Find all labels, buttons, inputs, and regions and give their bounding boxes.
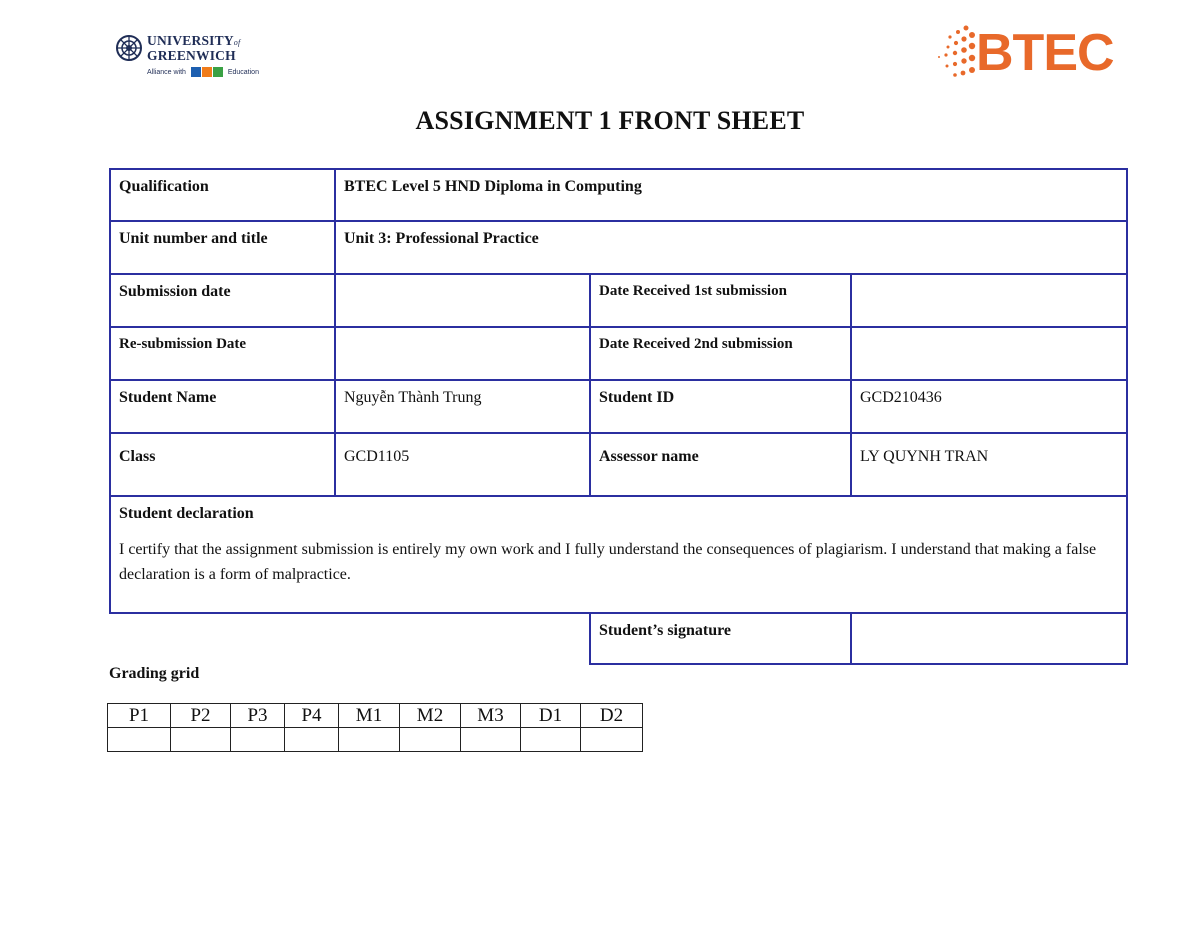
signature-label: Student’s signature xyxy=(589,612,852,665)
assessor-label: Assessor name xyxy=(589,432,852,497)
grade-header-m1: M1 xyxy=(339,704,400,728)
grade-header-p1: P1 xyxy=(108,704,171,728)
submission-date-label: Submission date xyxy=(109,273,336,328)
university-line-1: UNIVERSITY xyxy=(147,33,234,48)
student-id-field[interactable]: GCD210436 xyxy=(850,379,1128,434)
grading-grid-title: Grading grid xyxy=(109,665,200,682)
grading-grid xyxy=(107,703,643,752)
fpt-logo-icon xyxy=(191,67,223,77)
class-label: Class xyxy=(109,432,336,497)
declaration-title: Student declaration xyxy=(119,505,254,522)
alliance-suffix: Education xyxy=(227,68,259,76)
alliance-line xyxy=(147,67,259,78)
btec-dots-icon xyxy=(936,24,980,80)
date-received-2-field[interactable] xyxy=(850,326,1128,381)
assessor-field[interactable]: LY QUYNH TRAN xyxy=(850,432,1128,497)
university-of-greenwich-logo xyxy=(116,33,259,82)
grade-cell-d1[interactable] xyxy=(521,728,581,752)
grade-cell-p4[interactable] xyxy=(285,728,339,752)
grade-header-p2: P2 xyxy=(171,704,231,728)
grade-cell-m1[interactable] xyxy=(339,728,400,752)
grade-cell-m3[interactable] xyxy=(461,728,521,752)
alliance-prefix: Alliance with xyxy=(147,68,186,76)
student-name-field[interactable]: Nguyễn Thành Trung xyxy=(334,379,591,434)
student-name-label: Student Name xyxy=(109,379,336,434)
grading-header-row xyxy=(108,704,643,728)
grade-header-d1: D1 xyxy=(521,704,581,728)
resubmission-date-label: Re-submission Date xyxy=(109,326,336,381)
btec-wordmark: BTEC xyxy=(976,24,1114,82)
greenwich-crest-icon xyxy=(116,35,142,61)
date-received-2-label: Date Received 2nd submission xyxy=(589,326,852,381)
grade-cell-m2[interactable] xyxy=(400,728,461,752)
class-field[interactable]: GCD1105 xyxy=(334,432,591,497)
grade-header-p4: P4 xyxy=(285,704,339,728)
date-received-1-label: Date Received 1st submission xyxy=(589,273,852,328)
declaration-text: I certify that the assignment submission is entirely my own work and I fully understand the consequences of plagiarism. I understand that making a false declaration is a form of malpractice. xyxy=(119,541,1097,583)
grade-header-p3: P3 xyxy=(231,704,285,728)
resubmission-date-field[interactable] xyxy=(334,326,591,381)
grade-cell-p2[interactable] xyxy=(171,728,231,752)
grade-cell-p1[interactable] xyxy=(108,728,171,752)
student-id-label: Student ID xyxy=(589,379,852,434)
grade-cell-d2[interactable] xyxy=(581,728,643,752)
signature-field[interactable] xyxy=(850,612,1128,665)
submission-date-field[interactable] xyxy=(334,273,591,328)
university-of: of xyxy=(233,38,241,47)
declaration-cell xyxy=(109,495,1128,614)
btec-logo xyxy=(936,24,1122,80)
grade-header-m2: M2 xyxy=(400,704,461,728)
unit-label: Unit number and title xyxy=(109,220,336,275)
page-title: ASSIGNMENT 1 FRONT SHEET xyxy=(415,106,805,135)
grade-cell-p3[interactable] xyxy=(231,728,285,752)
qualification-value: BTEC Level 5 HND Diploma in Computing xyxy=(334,168,1128,222)
date-received-1-field[interactable] xyxy=(850,273,1128,328)
unit-value: Unit 3: Professional Practice xyxy=(334,220,1128,275)
grade-header-m3: M3 xyxy=(461,704,521,728)
grading-value-row xyxy=(108,728,643,752)
qualification-label: Qualification xyxy=(109,168,336,222)
university-line-2: GREENWICH xyxy=(147,48,236,63)
university-name xyxy=(147,34,240,62)
grade-header-d2: D2 xyxy=(581,704,643,728)
